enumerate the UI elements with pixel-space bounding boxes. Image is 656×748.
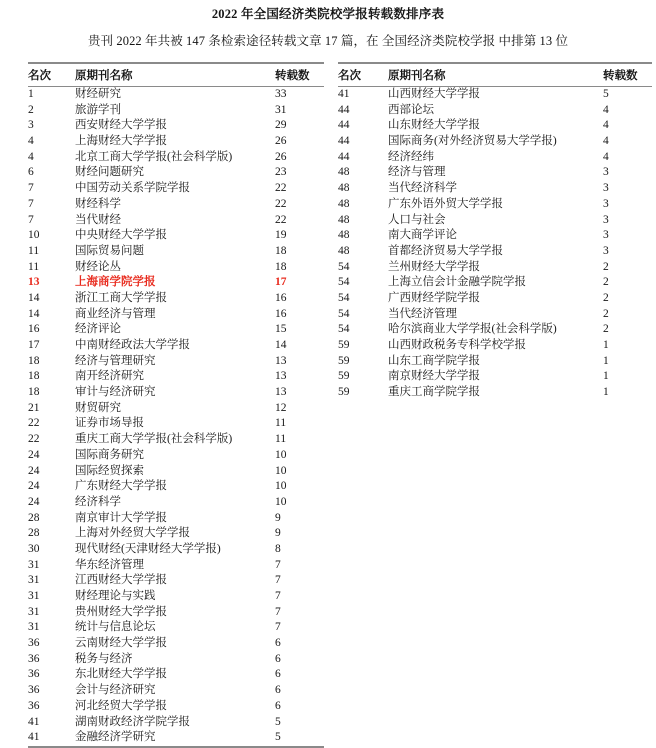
table-row: [28, 322, 324, 338]
left-cell-count: 26: [275, 150, 287, 163]
right-cell-count: 2: [603, 260, 609, 273]
left-cell-count: 19: [275, 229, 287, 242]
left-cell-rank: 28: [28, 511, 40, 524]
right-cell-rank: 48: [338, 213, 350, 226]
right-cell-count: 1: [603, 370, 609, 383]
left-cell-journal-name: 上海商学院学报: [75, 276, 156, 289]
left-cell-journal-name: 财经研究: [75, 88, 121, 101]
left-cell-journal-name: 南开经济研究: [75, 370, 144, 383]
left-cell-rank: 36: [28, 699, 40, 712]
left-cell-rank: 7: [28, 197, 34, 210]
left-cell-count: 23: [275, 166, 287, 179]
left-cell-journal-name: 重庆工商大学学报(社会科学版): [75, 433, 233, 446]
left-table-column: [28, 62, 324, 748]
left-cell-count: 6: [275, 652, 281, 665]
left-cell-count: 13: [275, 370, 287, 383]
left-cell-journal-name: 税务与经济: [75, 652, 133, 665]
table-row: [338, 260, 652, 276]
left-rank-table: [28, 62, 324, 748]
right-cell-rank: 44: [338, 119, 350, 132]
table-row: [338, 134, 652, 150]
left-cell-rank: 22: [28, 417, 40, 430]
table-row: [338, 165, 652, 181]
left-cell-rank: 14: [28, 307, 40, 320]
table-row: [28, 228, 324, 244]
left-cell-rank: 24: [28, 495, 40, 508]
table-row: [28, 573, 324, 589]
left-cell-journal-name: 审计与经济研究: [75, 386, 156, 399]
left-cell-journal-name: 上海财经大学学报: [75, 135, 167, 148]
left-cell-journal-name: 浙江工商大学学报: [75, 291, 167, 304]
left-cell-count: 31: [275, 103, 287, 116]
left-cell-count: 26: [275, 135, 287, 148]
table-row: [338, 150, 652, 166]
title-block: [0, 0, 656, 49]
left-cell-rank: 2: [28, 103, 34, 116]
left-cell-rank: 7: [28, 213, 34, 226]
right-cell-rank: 54: [338, 276, 350, 289]
table-row: [28, 683, 324, 699]
table-row: [338, 118, 652, 134]
left-cell-rank: 18: [28, 370, 40, 383]
left-cell-count: 11: [275, 433, 287, 446]
right-cell-journal-name: 山西财政税务专科学校学报: [388, 339, 526, 352]
table-row: [338, 307, 652, 323]
table-row: [338, 103, 652, 119]
left-cell-rank: 36: [28, 637, 40, 650]
left-cell-count: 7: [275, 621, 281, 634]
left-cell-rank: 36: [28, 668, 40, 681]
right-cell-count: 5: [603, 88, 609, 101]
left-cell-rank: 18: [28, 386, 40, 399]
left-cell-journal-name: 西安财经大学学报: [75, 119, 167, 132]
table-row: [28, 181, 324, 197]
right-header-rank: 名次: [338, 63, 388, 87]
left-cell-journal-name: 国际经贸探索: [75, 464, 144, 477]
left-cell-count: 6: [275, 668, 281, 681]
table-row: [28, 134, 324, 150]
left-cell-count: 10: [275, 495, 287, 508]
right-cell-rank: 59: [338, 386, 350, 399]
right-cell-journal-name: 南京财经大学学报: [388, 370, 480, 383]
table-row: [28, 558, 324, 574]
table-row: [338, 228, 652, 244]
table-row: [28, 542, 324, 558]
table-row: [28, 464, 324, 480]
left-cell-count: 9: [275, 527, 281, 540]
left-cell-rank: 24: [28, 480, 40, 493]
left-cell-rank: 28: [28, 527, 40, 540]
right-cell-count: 3: [603, 197, 609, 210]
right-cell-rank: 59: [338, 354, 350, 367]
left-cell-rank: 7: [28, 182, 34, 195]
right-cell-rank: 41: [338, 88, 350, 101]
left-cell-rank: 24: [28, 448, 40, 461]
left-cell-rank: 4: [28, 135, 34, 148]
left-cell-rank: 17: [28, 339, 40, 352]
right-cell-count: 3: [603, 213, 609, 226]
left-cell-rank: 1: [28, 88, 34, 101]
right-cell-journal-name: 重庆工商学院学报: [388, 386, 480, 399]
left-cell-count: 7: [275, 590, 281, 603]
left-cell-count: 16: [275, 291, 287, 304]
left-cell-journal-name: 中国劳动关系学院学报: [75, 182, 190, 195]
left-cell-rank: 36: [28, 684, 40, 697]
table-row: [338, 338, 652, 354]
right-cell-journal-name: 山东财经大学学报: [388, 119, 480, 132]
left-cell-count: 5: [275, 715, 281, 728]
left-cell-count: 22: [275, 213, 287, 226]
left-cell-journal-name: 经济评论: [75, 323, 121, 336]
left-cell-count: 22: [275, 197, 287, 210]
left-cell-journal-name: 云南财经大学学报: [75, 637, 167, 650]
table-row: [28, 479, 324, 495]
left-cell-journal-name: 贵州财经大学学报: [75, 605, 167, 618]
left-cell-journal-name: 华东经济管理: [75, 558, 144, 571]
right-cell-rank: 48: [338, 229, 350, 242]
table-row: [28, 495, 324, 511]
table-row: [28, 307, 324, 323]
left-cell-count: 11: [275, 417, 287, 430]
right-table-head: [338, 63, 652, 87]
right-header-row: [338, 63, 652, 87]
page-title: 2022 年全国经济类院校学报转载数排序表: [211, 7, 445, 21]
left-cell-count: 33: [275, 88, 287, 101]
right-cell-journal-name: 国际商务(对外经济贸易大学学报): [388, 135, 557, 148]
tables-container: [0, 62, 656, 748]
right-cell-journal-name: 人口与社会: [388, 213, 446, 226]
table-row: [28, 150, 324, 166]
table-row: [28, 620, 324, 636]
table-row: [28, 416, 324, 432]
table-row: [28, 165, 324, 181]
table-row: [28, 354, 324, 370]
left-cell-journal-name: 河北经贸大学学报: [75, 699, 167, 712]
left-cell-count: 12: [275, 401, 287, 414]
left-cell-rank: 6: [28, 166, 34, 179]
left-cell-count: 10: [275, 448, 287, 461]
right-cell-count: 3: [603, 229, 609, 242]
table-row: [28, 432, 324, 448]
right-cell-rank: 48: [338, 182, 350, 195]
left-cell-journal-name: 经济科学: [75, 495, 121, 508]
right-cell-journal-name: 山西财经大学学报: [388, 88, 480, 101]
right-cell-count: 4: [603, 150, 609, 163]
right-cell-count: 4: [603, 135, 609, 148]
left-cell-journal-name: 中央财经大学学报: [75, 229, 167, 242]
left-cell-count: 7: [275, 605, 281, 618]
left-cell-journal-name: 东北财经大学学报: [75, 668, 167, 681]
right-cell-count: 3: [603, 182, 609, 195]
right-cell-journal-name: 南大商学评论: [388, 229, 457, 242]
table-row: [28, 260, 324, 276]
table-row: [28, 589, 324, 605]
page-subtitle: 贵刊 2022 年共被 147 条检索途径转载文章 17 篇，在 全国经济类院校学报 中排第 13 位: [87, 34, 569, 48]
left-cell-journal-name: 广东财经大学学报: [75, 480, 167, 493]
table-row: [28, 605, 324, 621]
table-row: [28, 197, 324, 213]
left-cell-rank: 22: [28, 433, 40, 446]
left-cell-count: 5: [275, 731, 281, 744]
left-cell-rank: 14: [28, 291, 40, 304]
left-header-count: 转载数: [275, 63, 324, 87]
table-row: [338, 369, 652, 385]
right-cell-journal-name: 经济经纬: [388, 150, 434, 163]
table-row: [338, 244, 652, 260]
left-cell-journal-name: 证券市场导报: [75, 417, 144, 430]
left-cell-rank: 31: [28, 574, 40, 587]
left-cell-journal-name: 财经科学: [75, 197, 121, 210]
left-cell-count: 22: [275, 182, 287, 195]
right-header-count: 转载数: [603, 63, 652, 87]
right-cell-rank: 48: [338, 244, 350, 257]
left-cell-journal-name: 财经理论与实践: [75, 590, 156, 603]
left-cell-journal-name: 旅游学刊: [75, 103, 121, 116]
left-cell-count: 8: [275, 542, 281, 555]
right-cell-journal-name: 西部论坛: [388, 103, 434, 116]
left-cell-count: 18: [275, 244, 287, 257]
table-row: [338, 213, 652, 229]
left-cell-rank: 31: [28, 621, 40, 634]
left-cell-rank: 3: [28, 119, 34, 132]
table-row: [28, 103, 324, 119]
right-table-body: [338, 87, 652, 401]
left-cell-count: 10: [275, 464, 287, 477]
left-cell-count: 18: [275, 260, 287, 273]
left-cell-count: 10: [275, 480, 287, 493]
table-row: [338, 291, 652, 307]
left-cell-count: 15: [275, 323, 287, 336]
left-cell-journal-name: 会计与经济研究: [75, 684, 156, 697]
right-cell-journal-name: 广西财经学院学报: [388, 291, 480, 304]
left-cell-journal-name: 当代财经: [75, 213, 121, 226]
left-cell-journal-name: 国际贸易问题: [75, 244, 144, 257]
right-cell-journal-name: 首都经济贸易大学学报: [388, 244, 503, 257]
left-cell-rank: 11: [28, 260, 40, 273]
table-row: [28, 213, 324, 229]
right-cell-journal-name: 兰州财经大学学报: [388, 260, 480, 273]
left-cell-journal-name: 上海对外经贸大学学报: [75, 527, 190, 540]
right-cell-count: 3: [603, 244, 609, 257]
left-cell-rank: 36: [28, 652, 40, 665]
right-cell-count: 2: [603, 276, 609, 289]
table-row: [28, 87, 324, 103]
left-cell-journal-name: 统计与信息论坛: [75, 621, 156, 634]
right-cell-count: 1: [603, 386, 609, 399]
table-row: [28, 511, 324, 527]
table-row: [28, 730, 324, 747]
right-cell-journal-name: 经济与管理: [388, 166, 446, 179]
table-row: [28, 699, 324, 715]
table-row: [28, 448, 324, 464]
left-cell-count: 9: [275, 511, 281, 524]
left-cell-journal-name: 南京审计大学学报: [75, 511, 167, 524]
right-cell-rank: 48: [338, 197, 350, 210]
table-row: [28, 338, 324, 354]
left-cell-rank: 31: [28, 558, 40, 571]
right-cell-count: 4: [603, 119, 609, 132]
right-cell-rank: 59: [338, 370, 350, 383]
left-table-head: [28, 63, 324, 87]
table-row: [338, 197, 652, 213]
right-cell-count: 1: [603, 339, 609, 352]
left-cell-rank: 11: [28, 244, 40, 257]
left-cell-journal-name: 北京工商大学学报(社会科学版): [75, 150, 233, 163]
left-cell-count: 16: [275, 307, 287, 320]
left-cell-rank: 16: [28, 323, 40, 336]
left-cell-journal-name: 财经问题研究: [75, 166, 144, 179]
right-cell-journal-name: 山东工商学院学报: [388, 354, 480, 367]
right-cell-journal-name: 当代经济科学: [388, 182, 457, 195]
table-row: [28, 369, 324, 385]
right-cell-count: 2: [603, 307, 609, 320]
right-cell-count: 4: [603, 103, 609, 116]
left-cell-rank: 13: [28, 276, 40, 289]
table-row: [28, 401, 324, 417]
left-cell-journal-name: 江西财经大学学报: [75, 574, 167, 587]
left-cell-journal-name: 中南财经政法大学学报: [75, 339, 190, 352]
left-cell-count: 14: [275, 339, 287, 352]
left-cell-count: 17: [275, 276, 287, 289]
table-row: [28, 385, 324, 401]
left-cell-rank: 41: [28, 731, 40, 744]
left-header-rank: 名次: [28, 63, 75, 87]
right-cell-rank: 54: [338, 291, 350, 304]
left-cell-count: 7: [275, 574, 281, 587]
left-header-row: [28, 63, 324, 87]
right-cell-rank: 59: [338, 339, 350, 352]
left-cell-count: 6: [275, 637, 281, 650]
left-cell-rank: 30: [28, 542, 40, 555]
right-cell-rank: 48: [338, 166, 350, 179]
table-row: [28, 652, 324, 668]
left-cell-count: 29: [275, 119, 287, 132]
table-row: [338, 181, 652, 197]
table-row: [28, 667, 324, 683]
table-row: [28, 715, 324, 731]
right-cell-rank: 54: [338, 307, 350, 320]
left-cell-journal-name: 经济与管理研究: [75, 354, 156, 367]
left-cell-rank: 18: [28, 354, 40, 367]
left-cell-journal-name: 国际商务研究: [75, 448, 144, 461]
left-table-body: [28, 87, 324, 747]
left-cell-count: 13: [275, 354, 287, 367]
right-cell-rank: 44: [338, 103, 350, 116]
table-row: [28, 526, 324, 542]
table-row: [338, 87, 652, 103]
left-cell-journal-name: 商业经济与管理: [75, 307, 156, 320]
left-cell-count: 13: [275, 386, 287, 399]
left-cell-journal-name: 财贸研究: [75, 401, 121, 414]
right-cell-count: 2: [603, 291, 609, 304]
table-row: [28, 118, 324, 134]
right-cell-journal-name: 当代经济管理: [388, 307, 457, 320]
left-cell-journal-name: 现代财经(天津财经大学学报): [75, 542, 221, 555]
left-cell-count: 6: [275, 684, 281, 697]
left-cell-rank: 24: [28, 464, 40, 477]
right-cell-count: 2: [603, 323, 609, 336]
right-cell-journal-name: 广东外语外贸大学学报: [388, 197, 503, 210]
right-cell-rank: 44: [338, 150, 350, 163]
table-row: [28, 275, 324, 291]
table-row: [338, 385, 652, 401]
left-header-name: 原期刊名称: [75, 63, 275, 87]
right-cell-count: 3: [603, 166, 609, 179]
right-cell-journal-name: 上海立信会计金融学院学报: [388, 276, 526, 289]
left-cell-rank: 41: [28, 715, 40, 728]
table-row: [28, 636, 324, 652]
table-row: [338, 322, 652, 338]
left-cell-journal-name: 湖南财政经济学院学报: [75, 715, 190, 728]
right-header-name: 原期刊名称: [388, 63, 603, 87]
left-cell-journal-name: 财经论丛: [75, 260, 121, 273]
right-cell-count: 1: [603, 354, 609, 367]
left-cell-rank: 31: [28, 605, 40, 618]
left-cell-rank: 21: [28, 401, 40, 414]
left-cell-rank: 31: [28, 590, 40, 603]
left-cell-count: 6: [275, 699, 281, 712]
right-cell-rank: 44: [338, 135, 350, 148]
right-cell-rank: 54: [338, 323, 350, 336]
table-row: [28, 291, 324, 307]
right-cell-rank: 54: [338, 260, 350, 273]
table-row: [28, 244, 324, 260]
right-table-column: [338, 62, 652, 401]
right-rank-table: [338, 62, 652, 401]
table-row: [338, 354, 652, 370]
left-cell-journal-name: 金融经济学研究: [75, 731, 156, 744]
right-cell-journal-name: 哈尔滨商业大学学报(社会科学版): [388, 323, 557, 336]
table-row: [338, 275, 652, 291]
left-cell-rank: 4: [28, 150, 34, 163]
left-cell-count: 7: [275, 558, 281, 571]
left-cell-rank: 10: [28, 229, 40, 242]
